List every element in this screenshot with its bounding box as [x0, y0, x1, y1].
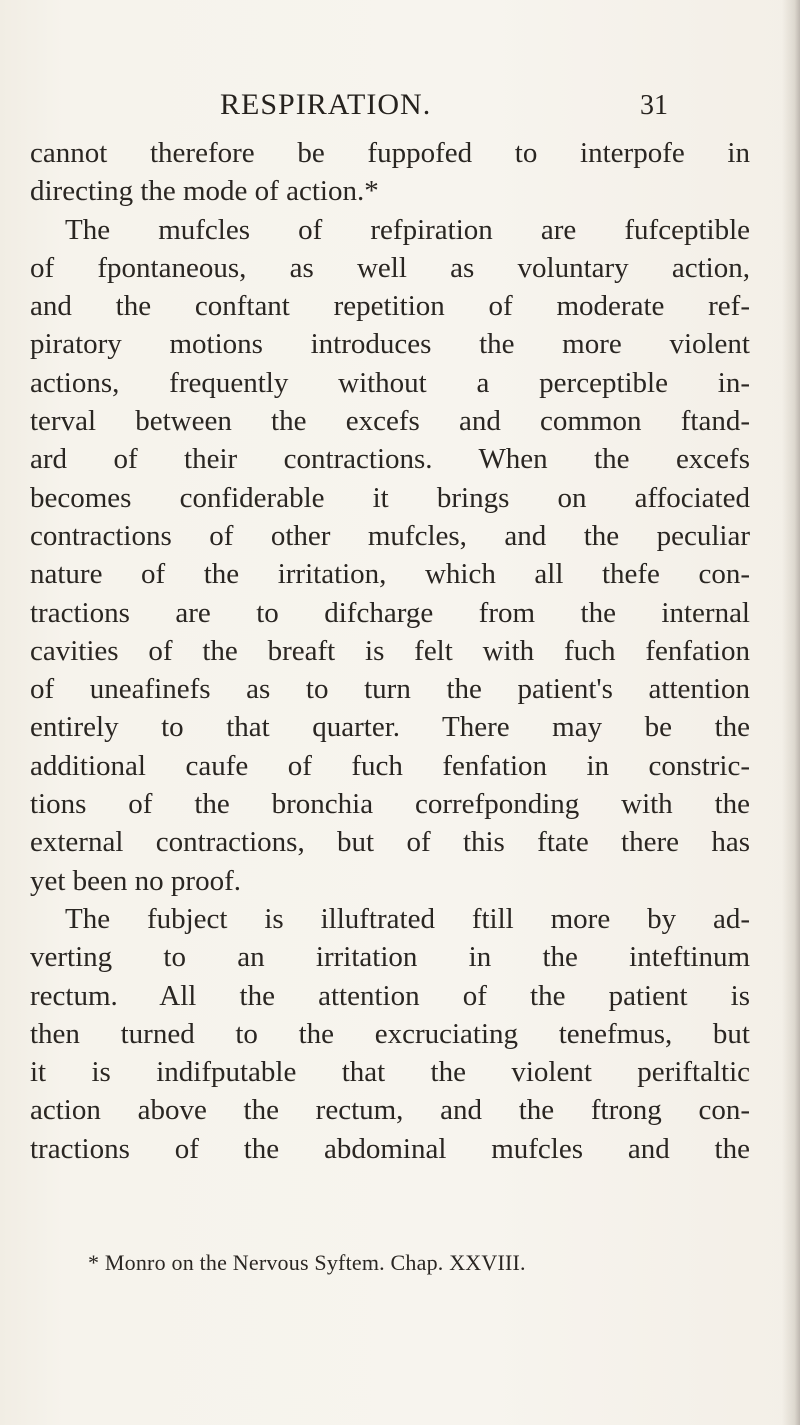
text-line: The fubject is illuftrated ftill more by ad-: [65, 902, 750, 935]
text-line: tions of the bronchia correfponding with the: [30, 788, 750, 821]
text-line: of fpontaneous, as well as voluntary action,: [30, 251, 750, 284]
text-line: entirely to that quarter. There may be the: [30, 711, 750, 744]
text-line: external contractions, but of this ftate there has: [30, 826, 750, 859]
running-head: RESPIRATION.: [220, 88, 432, 121]
text-line: verting to an irritation in the inteftinum: [30, 941, 750, 974]
text-line: ard of their contractions. When the excefs: [30, 443, 750, 476]
body-text: [30, 134, 750, 1168]
text-line: piratory motions introduces the more violent: [30, 328, 750, 361]
text-line: actions, frequently without a perceptible in-: [30, 366, 750, 399]
text-line: and the conftant repetition of moderate ref-: [30, 290, 750, 323]
text-line: cannot therefore be fuppofed to interpofe in: [30, 137, 750, 169]
text-line: tractions are to difcharge from the internal: [30, 596, 750, 629]
page-header: [0, 88, 800, 128]
page-edge-shadow: [782, 0, 800, 1425]
text-line: The mufcles of refpiration are fufceptible: [65, 213, 750, 246]
text-line: action above the rectum, and the ftrong con-: [30, 1094, 750, 1127]
text-line: cavities of the breaft is felt with fuch fenfation: [30, 634, 750, 667]
text-line: terval between the excefs and common ftand-: [30, 405, 750, 438]
text-line: nature of the irritation, which all thefe con-: [30, 558, 750, 591]
text-line: it is indifputable that the violent periftaltic: [30, 1056, 750, 1089]
text-line: contractions of other mufcles, and the peculiar: [30, 519, 750, 552]
text-line: becomes confiderable it brings on affociated: [30, 481, 750, 514]
text-line: yet been no proof.: [30, 864, 241, 897]
text-line: tractions of the abdominal mufcles and the: [30, 1132, 750, 1165]
footnote: * Monro on the Nervous Syftem. Chap. XXVIII.: [88, 1250, 526, 1275]
text-line: directing the mode of action.*: [30, 175, 379, 208]
text-line: rectum. All the attention of the patient is: [30, 979, 750, 1012]
page-number: 31: [640, 90, 668, 121]
text-line: of uneafinefs as to turn the patient's attention: [30, 673, 750, 706]
text-line: additional caufe of fuch fenfation in constric-: [30, 749, 750, 782]
text-line: then turned to the excruciating tenefmus, but: [30, 1017, 750, 1050]
